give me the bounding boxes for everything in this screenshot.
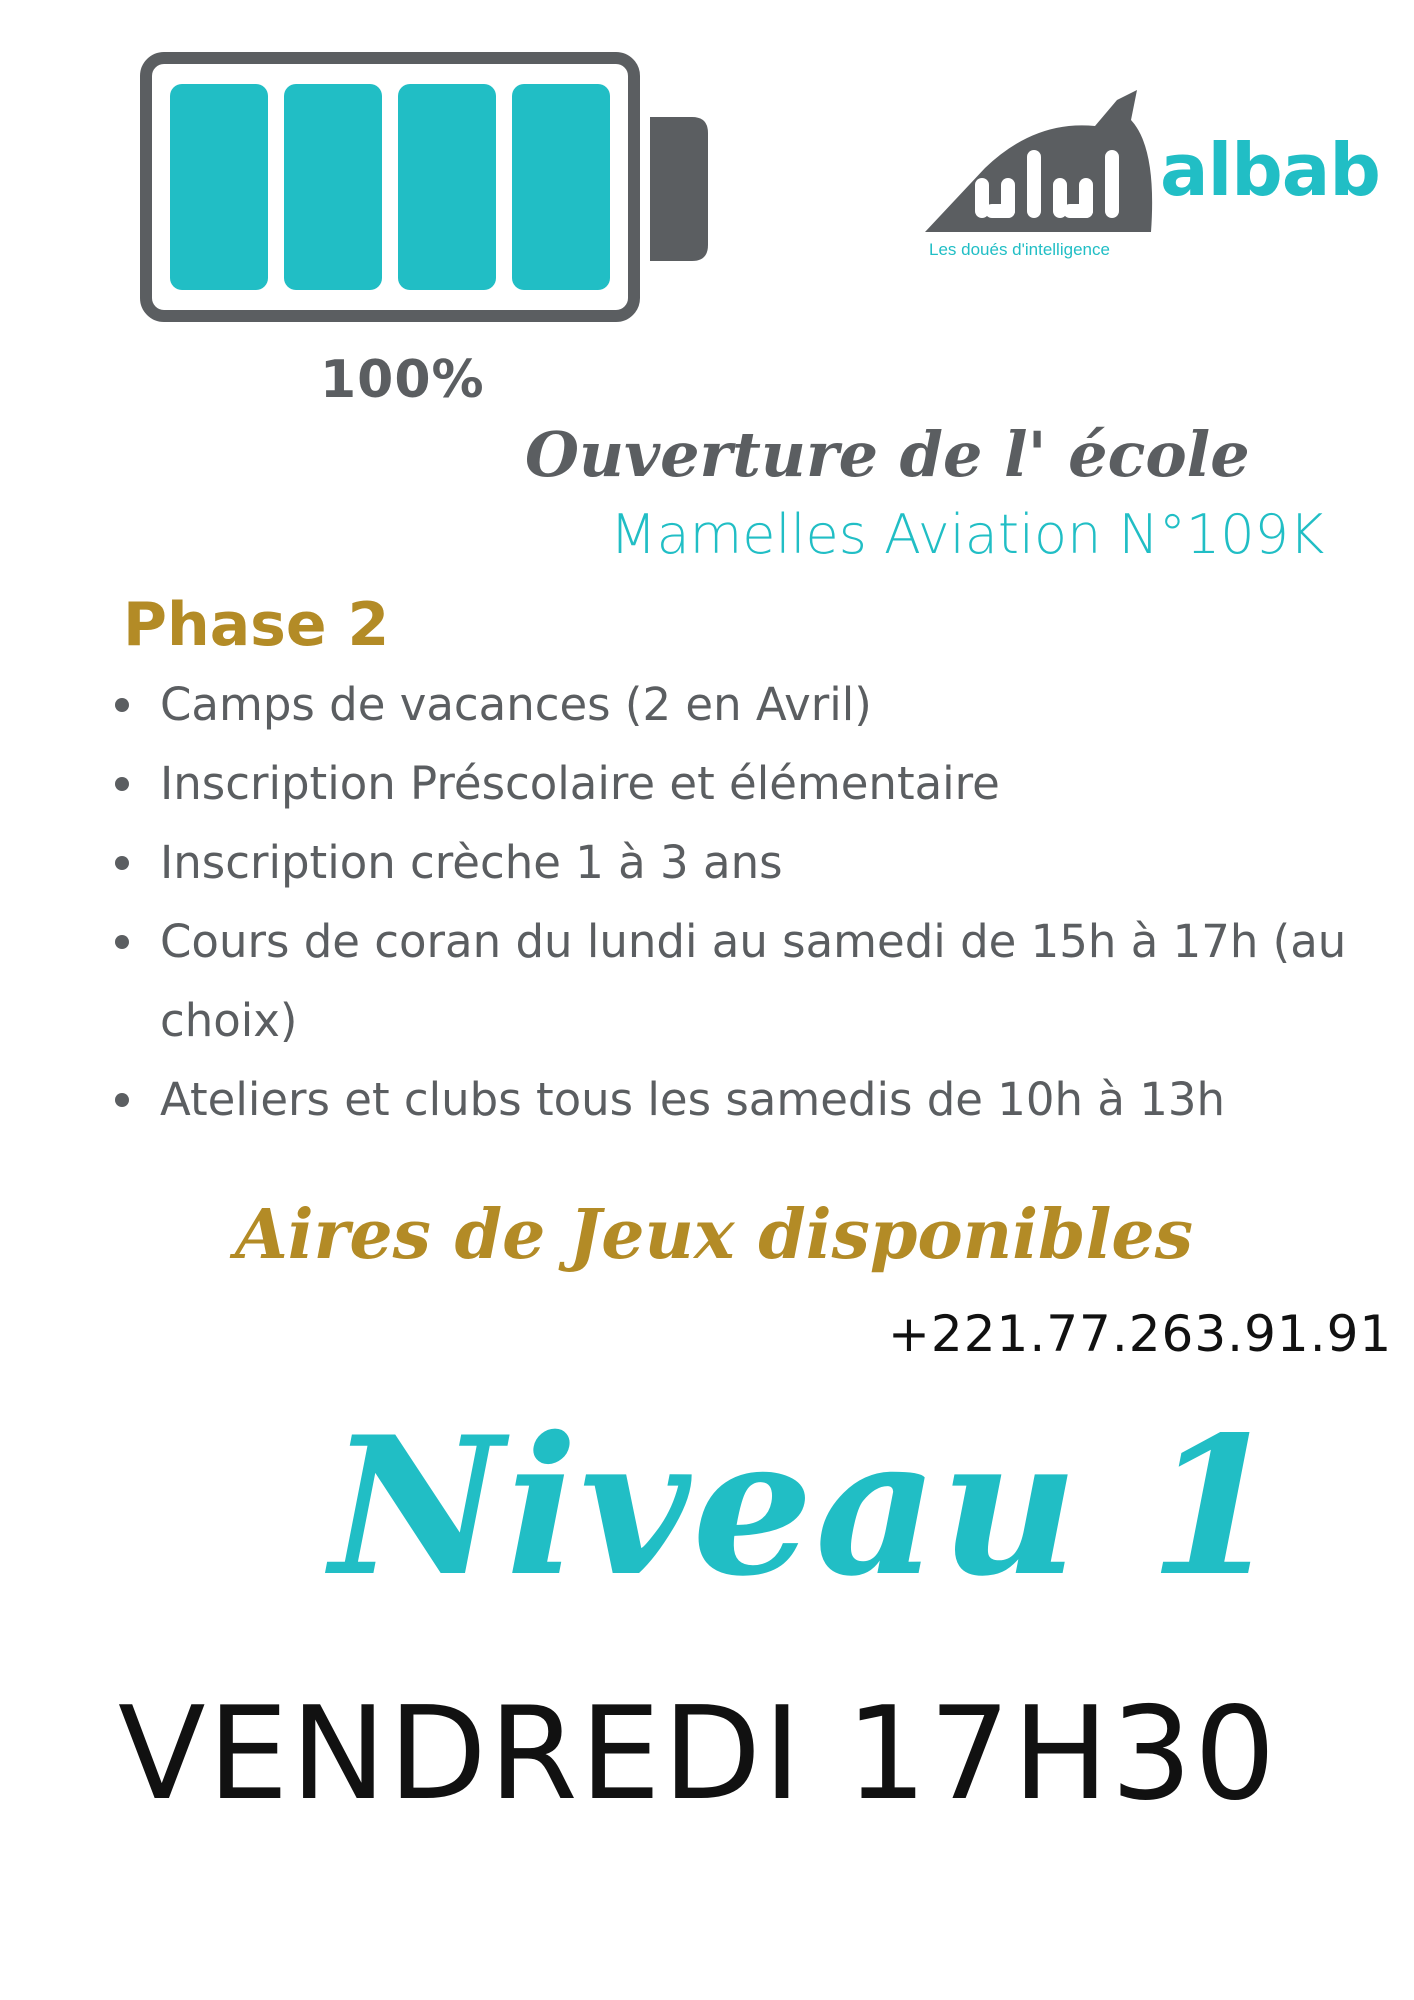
level-heading: Niveau 1 <box>330 1395 1283 1618</box>
bullet-icon <box>115 856 129 870</box>
list-item-text: Inscription crèche 1 à 3 ans <box>160 836 783 889</box>
list-item-text: Camps de vacances (2 en Avril) <box>160 678 872 731</box>
logo-wordmark-albab: albab <box>1160 128 1380 212</box>
list-item-text: Cours de coran du lundi au samedi de 15h à 17h (au choix) <box>160 915 1347 1047</box>
list-item-text: Ateliers et clubs tous les samedis de 10h à 13h <box>160 1073 1226 1126</box>
list-item <box>115 744 1355 823</box>
bullet-icon <box>115 698 129 712</box>
schedule-heading: VENDREDI 17H30 <box>118 1680 1278 1829</box>
battery-icon <box>140 52 640 322</box>
opening-title: Ouverture de l' école <box>525 418 1250 491</box>
logo-tagline: Les doués d'intelligence <box>929 240 1110 259</box>
battery-cells <box>170 84 610 290</box>
battery-cell <box>284 84 382 290</box>
playground-heading: Aires de Jeux disponibles <box>235 1195 1193 1275</box>
opening-address: Mamelles Aviation N°109K <box>610 503 1325 566</box>
phase-title: Phase 2 <box>123 590 390 660</box>
list-item <box>115 665 1355 744</box>
battery-terminal-icon <box>650 117 710 261</box>
list-item <box>115 902 1355 1060</box>
ulul-albab-logo <box>925 90 1385 280</box>
bullet-icon <box>115 777 129 791</box>
bullet-icon <box>115 935 129 949</box>
battery-percentage-label: 100% <box>320 350 485 410</box>
list-item <box>115 1060 1355 1139</box>
logo-mark-icon <box>925 90 1165 240</box>
battery-cell <box>512 84 610 290</box>
battery-cell <box>398 84 496 290</box>
bullet-icon <box>115 1093 129 1107</box>
phone-number: +221.77.263.91.91 <box>888 1305 1393 1363</box>
battery-cell <box>170 84 268 290</box>
list-item-text: Inscription Préscolaire et élémentaire <box>160 757 1000 810</box>
feature-list <box>115 665 1355 1139</box>
list-item <box>115 823 1355 902</box>
